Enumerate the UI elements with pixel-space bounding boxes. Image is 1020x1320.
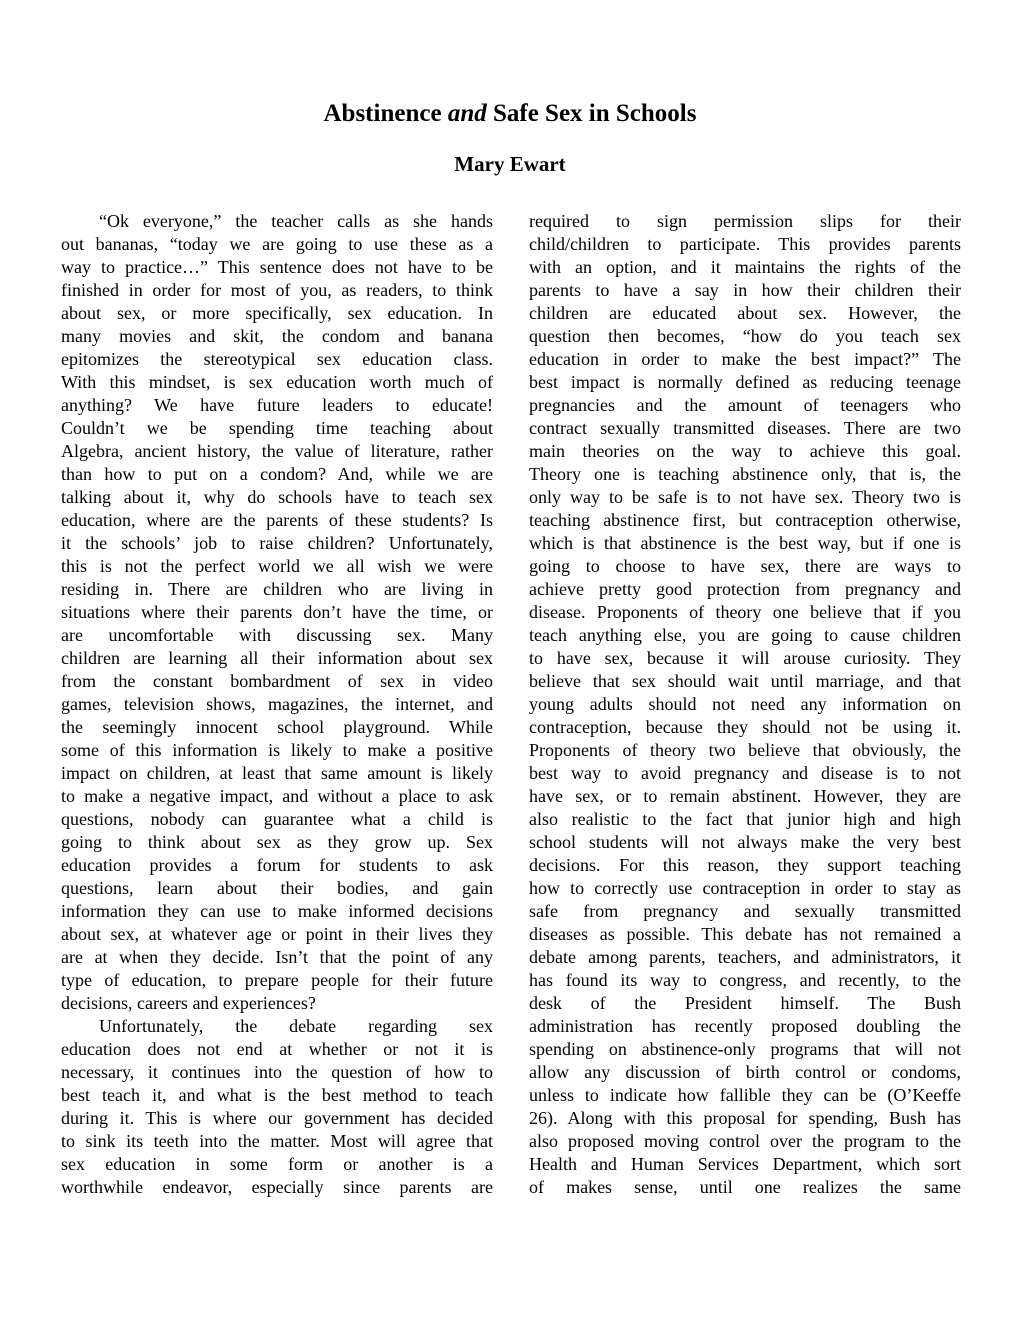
text-line: talking about it, why do schools have to teach sex xyxy=(61,487,493,507)
text-line: type of education, to prepare people for their future xyxy=(61,970,493,990)
text-line: education, where are the parents of these students? Is xyxy=(61,510,493,530)
text-line: disease. Proponents of theory one believe that if you xyxy=(529,602,961,622)
text-line: than how to put on a condom? And, while we are xyxy=(61,464,493,484)
text-line: sex education in some form or another is a xyxy=(61,1154,493,1174)
text-line: during it. This is where our government has decided xyxy=(61,1108,493,1128)
text-line: information they can use to make informed decisions xyxy=(61,901,493,921)
text-line: administration has recently proposed doubling the xyxy=(529,1016,961,1036)
text-line: questions, nobody can guarantee what a child is xyxy=(61,809,493,829)
text-line: diseases as possible. This debate has not remained a xyxy=(529,924,961,944)
text-line: desk of the President himself. The Bush xyxy=(529,993,961,1013)
text-line: unless to indicate how fallible they can be (O’Keeffe xyxy=(529,1085,961,1105)
text-line: debate among parents, teachers, and administrators, it xyxy=(529,947,961,967)
text-line: teaching abstinence first, but contraception otherwise, xyxy=(529,510,961,530)
text-line: pregnancies and the amount of teenagers who xyxy=(529,395,961,415)
text-line: also realistic to the fact that junior high and high xyxy=(529,809,961,829)
text-line: school students will not always make the very best xyxy=(529,832,961,852)
text-line: it the schools’ job to raise children? Unfortunately, xyxy=(61,533,493,553)
document-title xyxy=(0,97,1020,131)
text-line: education provides a forum for students to ask xyxy=(61,855,493,875)
text-line: Couldn’t we be spending time teaching about xyxy=(61,418,493,438)
text-line: with an option, and it maintains the rights of the xyxy=(529,257,961,277)
right-column xyxy=(529,210,961,1199)
title-text-part2: Safe Sex in Schools xyxy=(486,100,697,127)
text-line: anything? We have future leaders to educate! xyxy=(61,395,493,415)
text-line: decisions. For this reason, they support teaching xyxy=(529,855,961,875)
text-line: finished in order for most of you, as readers, to think xyxy=(61,280,493,300)
text-line: best teach it, and what is the best method to teach xyxy=(61,1085,493,1105)
text-line: teach anything else, you are going to cause children xyxy=(529,625,961,645)
text-line: achieve pretty good protection from pregnancy and xyxy=(529,579,961,599)
text-line: impact on children, at least that same amount is likely xyxy=(61,763,493,783)
text-line: way to practice…” This sentence does not have to be xyxy=(61,257,493,277)
text-line: questions, learn about their bodies, and gain xyxy=(61,878,493,898)
text-line: believe that sex should wait until marriage, and that xyxy=(529,671,961,691)
text-line: going to think about sex as they grow up. Sex xyxy=(61,832,493,852)
text-line: going to choose to have sex, there are ways to xyxy=(529,556,961,576)
text-line: Unfortunately, the debate regarding sex xyxy=(99,1016,493,1036)
text-line: 26). Along with this proposal for spending, Bush has xyxy=(529,1108,961,1128)
text-line: Health and Human Services Department, which sort xyxy=(529,1154,961,1174)
text-line: to have sex, because it will arouse curiosity. They xyxy=(529,648,961,668)
text-line: have sex, or to remain abstinent. However, they are xyxy=(529,786,961,806)
text-line: games, television shows, magazines, the internet, and xyxy=(61,694,493,714)
text-line: some of this information is likely to make a positive xyxy=(61,740,493,760)
text-line: which is that abstinence is the best way, but if one is xyxy=(529,533,961,553)
text-line: children are learning all their information about sex xyxy=(61,648,493,668)
text-line: education does not end at whether or not it is xyxy=(61,1039,493,1059)
text-line: parents to have a say in how their children their xyxy=(529,280,961,300)
text-line: required to sign permission slips for their xyxy=(529,211,961,231)
text-line: child/children to participate. This provides parents xyxy=(529,234,961,254)
text-line: contract sexually transmitted diseases. There are two xyxy=(529,418,961,438)
title-text-italic: and xyxy=(447,100,487,127)
text-line: education in order to make the best impact?” The xyxy=(529,349,961,369)
text-line: allow any discussion of birth control or condoms, xyxy=(529,1062,961,1082)
text-line: are uncomfortable with discussing sex. Many xyxy=(61,625,493,645)
text-line: epitomizes the stereotypical sex education class. xyxy=(61,349,493,369)
text-line: only way to be safe is to not have sex. Theory two is xyxy=(529,487,961,507)
text-line: are at when they decide. Isn’t that the point of any xyxy=(61,947,493,967)
text-line: the seemingly innocent school playground. While xyxy=(61,717,493,737)
text-line: has found its way to congress, and recently, to the xyxy=(529,970,961,990)
text-line: decisions, careers and experiences? xyxy=(61,993,316,1013)
text-line: Theory one is teaching abstinence only, that is, the xyxy=(529,464,961,484)
text-line: to sink its teeth into the matter. Most will agree that xyxy=(61,1131,493,1151)
text-line: main theories on the way to achieve this goal. xyxy=(529,441,961,461)
text-line: also proposed moving control over the program to the xyxy=(529,1131,961,1151)
text-line: to make a negative impact, and without a place to ask xyxy=(61,786,493,806)
text-line: this is not the perfect world we all wish we were xyxy=(61,556,493,576)
text-line: With this mindset, is sex education worth much of xyxy=(61,372,493,392)
text-line: about sex, at whatever age or point in their lives they xyxy=(61,924,493,944)
text-line: residing in. There are children who are living in xyxy=(61,579,493,599)
text-line: many movies and skit, the condom and banana xyxy=(61,326,493,346)
text-line: Proponents of theory two believe that obviously, the xyxy=(529,740,961,760)
text-line: out bananas, “today we are going to use these as a xyxy=(61,234,493,254)
text-line: from the constant bombardment of sex in video xyxy=(61,671,493,691)
text-line: “Ok everyone,” the teacher calls as she hands xyxy=(99,211,493,231)
text-line: of makes sense, until one realizes the same xyxy=(529,1177,961,1197)
text-line: necessary, it continues into the question of how to xyxy=(61,1062,493,1082)
text-line: contraception, because they should not be using it. xyxy=(529,717,961,737)
text-line: situations where their parents don’t have the time, or xyxy=(61,602,493,622)
text-line: safe from pregnancy and sexually transmitted xyxy=(529,901,961,921)
text-line: how to correctly use contraception in order to stay as xyxy=(529,878,961,898)
title-text-part1: Abstinence xyxy=(323,100,448,127)
text-line: about sex, or more specifically, sex education. In xyxy=(61,303,493,323)
text-line: Algebra, ancient history, the value of literature, rather xyxy=(61,441,493,461)
text-line: best impact is normally defined as reducing teenage xyxy=(529,372,961,392)
text-line: best way to avoid pregnancy and disease is to not xyxy=(529,763,961,783)
left-column xyxy=(61,210,493,1199)
text-line: children are educated about sex. However, the xyxy=(529,303,961,323)
text-line: spending on abstinence-only programs that will not xyxy=(529,1039,961,1059)
author-name: Mary Ewart xyxy=(454,152,566,176)
text-line: young adults should not need any information on xyxy=(529,694,961,714)
text-line: question then becomes, “how do you teach sex xyxy=(529,326,961,346)
text-line: worthwhile endeavor, especially since parents are xyxy=(61,1177,493,1197)
